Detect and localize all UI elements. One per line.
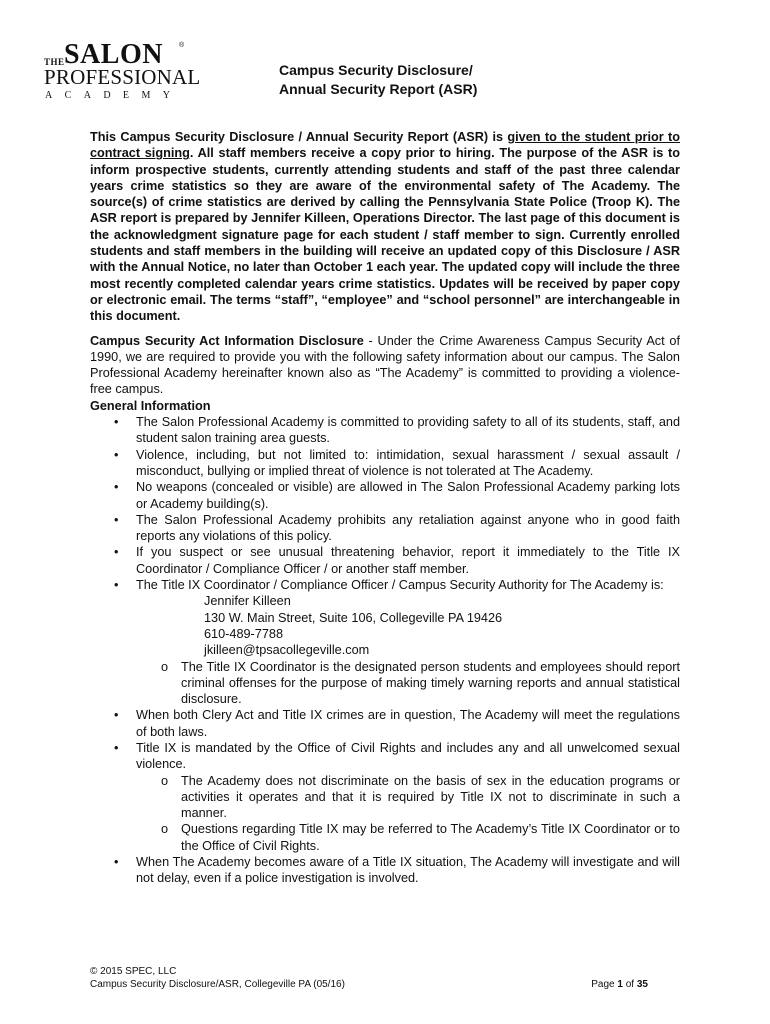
logo-professional: PROFESSIONAL: [44, 65, 201, 89]
bullet-icon: •: [114, 447, 119, 462]
page-footer: [90, 965, 680, 991]
bullet-text: Title IX is mandated by the Office of Civil Rights and includes any and all unwelcomed sexual violence.: [136, 740, 680, 772]
sub-bullet-text: Questions regarding Title IX may be referred to The Academy’s Title IX Coordinator or to the Office of Civil Rights.: [181, 822, 680, 853]
list-item: [90, 854, 680, 887]
bullet-text: If you suspect or see unusual threatening behavior, report it immediately to the Title IX Coordinator / Compliance Officer / or another staff member.: [136, 545, 680, 576]
list-item: [90, 544, 680, 577]
disclosure-heading: Campus Security Act Information Disclosure: [90, 333, 364, 348]
list-item: [90, 414, 680, 447]
general-information-list: [90, 414, 680, 887]
bullet-text: No weapons (concealed or visible) are allowed in The Salon Professional Academy parking lots or Academy building(s).: [136, 480, 680, 511]
title-line-1: Campus Security Disclosure/: [279, 62, 473, 78]
circle-bullet-icon: o: [161, 822, 169, 837]
footer-copyright: © 2015 SPEC, LLC: [90, 966, 177, 977]
bullet-icon: •: [114, 578, 119, 593]
bullet-icon: •: [114, 740, 119, 755]
logo-academy: ACADEMY: [45, 90, 183, 101]
document-body: [90, 129, 680, 887]
footer-document-line: Campus Security Disclosure/ASR, Collegeville PA (05/16): [90, 979, 345, 990]
circle-bullet-icon: o: [161, 773, 169, 788]
contact-address: 130 W. Main Street, Suite 106, Collegeville PA 19426: [204, 610, 503, 625]
bullet-text: The Salon Professional Academy prohibits any retaliation against anyone who in good faith reports any violations of this policy.: [136, 512, 680, 544]
list-item: [90, 447, 680, 480]
disclosure-paragraph: [90, 333, 680, 398]
bullet-text: The Salon Professional Academy is committed to providing safety to all of its students, staff, and student salon training area guests.: [136, 415, 680, 446]
contact-email: jkilleen@tpsacollegeville.com: [204, 643, 370, 658]
bullet-icon: •: [114, 545, 119, 560]
page-prefix: Page: [591, 979, 618, 990]
list-item: [90, 740, 680, 854]
intro-part-1: This Campus Security Disclosure / Annual Security Report (ASR) is: [90, 130, 508, 144]
page-number: [591, 978, 648, 991]
logo-the: THE: [44, 57, 65, 67]
intro-underlined: given to the student prior to contract signing: [90, 130, 680, 161]
contact-block: [136, 593, 680, 658]
salon-professional-academy-logo: [44, 39, 204, 101]
contact-name: Jennifer Killeen: [204, 594, 291, 609]
logo-registered-mark: ®: [179, 42, 185, 49]
general-information-heading: General Information: [90, 398, 211, 413]
disclosure-text: - Under the Crime Awareness Campus Security Act of 1990, we are required to provide you with the following safety information about our campus. The Salon Professional Academy hereinafter known also as “The Academy” is committed to providing a violence-free campus.: [90, 333, 680, 397]
bullet-text: The Title IX Coordinator / Compliance Officer / Campus Security Authority for The Academy is:: [136, 578, 664, 593]
list-item: [90, 707, 680, 740]
sub-list-item: [136, 773, 680, 822]
intro-paragraph: [90, 129, 680, 325]
sub-list-item: [136, 659, 680, 708]
logo-salon: SALON: [64, 39, 163, 70]
bullet-icon: •: [114, 415, 119, 430]
bullet-icon: •: [114, 512, 119, 527]
bullet-icon: •: [114, 855, 119, 870]
sub-bullet-text: The Academy does not discriminate on the basis of sex in the education programs or activities it operates and that it is required by Title IX not to discriminate in such a manner.: [181, 773, 680, 821]
list-item: [90, 577, 680, 707]
sub-list: [136, 773, 680, 854]
circle-bullet-icon: o: [161, 659, 169, 674]
sub-list: [136, 659, 680, 708]
list-item: [90, 512, 680, 545]
page-total: 35: [636, 979, 648, 990]
bullet-text: When both Clery Act and Title IX crimes are in question, The Academy will meet the regulations of both laws.: [136, 708, 680, 739]
bullet-text: Violence, including, but not limited to: intimidation, sexual harassment / sexual assault / misconduct, bullying or implied threat of violence is not tolerated at The Academy.: [136, 447, 680, 478]
contact-phone: 610-489-7788: [204, 626, 284, 641]
sub-list-item: [136, 821, 680, 854]
sub-bullet-text: The Title IX Coordinator is the designated person students and employees should report criminal offenses for the purpose of making timely warning reports and annual statistical disclosure.: [181, 659, 680, 707]
bullet-icon: •: [114, 480, 119, 495]
intro-part-2: . All staff members receive a copy prior to hiring. The purpose of the ASR is to inform prospective students, currently attending students and staff of the past three calendar years crime statistics so they are aware of the environmental safety of The Academy. The source(s) of crime statistics are derived by calling the Pennsylvania State Police (Troop K). The ASR report is prepared by Jennifer Killeen, Operations Director. The last page of this document is the acknowledgment signature page for each student / staff member to sign. Currently enrolled students and staff members in the building will receive an updated copy of this Disclosure / ASR with the Annual Notice, no later than October 1 each year. The updated copy will include the three most recently completed calendar years crime statistics. Updates will be received by paper copy or electronic email. The terms “staff”, “employee” and “school personnel” are interchangeable in this document.: [90, 146, 680, 324]
list-item: [90, 479, 680, 512]
page-mid: of: [622, 979, 637, 990]
bullet-text: When The Academy becomes aware of a Title IX situation, The Academy will investigate and will not delay, even if a police investigation is involved.: [136, 855, 680, 886]
bullet-icon: •: [114, 708, 119, 723]
title-line-2: Annual Security Report (ASR): [279, 81, 478, 97]
document-title: [279, 61, 477, 99]
page-current: 1: [617, 979, 623, 990]
